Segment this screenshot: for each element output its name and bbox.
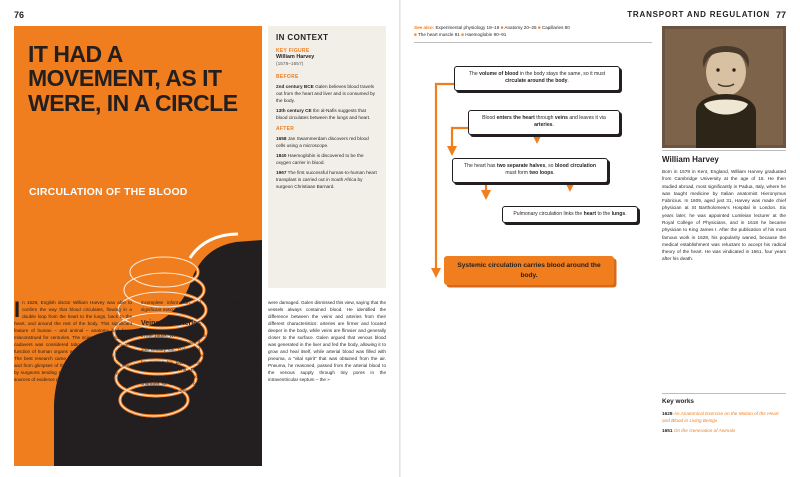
flow-diagram bbox=[406, 44, 656, 294]
body-text-3: were damaged. Galen dismissed this view, saying that the vessels always contained blood. He identified the difference between the veins and arteries from their different characteristics: arteries are firmer and located deeper in the body, while veins are flimsier and generally closer to the surface. Galen argued that venous blood was generated in the liver and fed the body, allowing it to grow and heal itself, while arterial blood was filled with pneuma, a “vital spirit” that was obtained from the air. Pneuma, he reasoned, passed from the arterial blood to the venous supply through tiny pores in the intraventricular septum – the » bbox=[268, 300, 386, 382]
flow-box-4 bbox=[502, 206, 638, 223]
after-label: AFTER bbox=[276, 126, 295, 133]
body-column-1 bbox=[14, 297, 132, 384]
key-work-1-title: An Anatomical Exercise on the Motion of the Heart and Blood in Living Beings bbox=[662, 411, 779, 424]
flow-box-3 bbox=[452, 158, 608, 183]
flow-box-2 bbox=[468, 110, 620, 135]
section-heading-veins-arteries: Veins and arteries bbox=[141, 319, 201, 327]
page-gutter bbox=[399, 0, 401, 477]
after-entry-3-text: The first successful human-to-human heart transplant is carried out in South Africa by surgeon Christiaan Barnard. bbox=[276, 170, 377, 190]
key-figure-biography: Born in 1578 in Kent, England, William Harvey graduated from Cambridge University at the age of 15. He then studied abroad, most significantly in Padua, Italy, where he was taught medicine by Italian anatomist Hieronymus Fabricius. In 1609, aged just 31, Harvey was made chief physician at St Bartholomew’s Hospital in London. Six years later, he was appointed Lumleian lecturer at the Royal College of Physicians, and in 1618 he became physician to King James I. After the publication of his most famous work in 1628, his popularity waned, because the medical establishment was reluctant to accept his radical theory of the heart. He was vindicated in 1661, four years after his death. bbox=[662, 169, 786, 262]
body-column-3 bbox=[268, 300, 386, 384]
see-also-entry-2[interactable]: Anatomy 20–25 bbox=[504, 25, 537, 30]
before-entry-2 bbox=[276, 107, 378, 121]
key-figure-heading: William Harvey bbox=[662, 155, 719, 164]
key-figure-label: KEY FIGURE bbox=[276, 48, 310, 54]
body-text-2: In the 1600s, Western medicine was still largely based on the work of Galen, a Greek doctor working in Rome in the 2nd century CE. Galen had been a gladiators’ surgeon and was able to observe internal human anatomy when he treated his patients for serious injuries they had received in the arena. Early medical thought in ancient Egypt considered the network of vessels in the body to be channels for air; it was believed that blood filled these vessels only when they bbox=[141, 332, 259, 394]
page-title: IT HAD A MOVEMENT, AS IT WERE, IN A CIRCLE bbox=[28, 41, 238, 116]
after-entry-2-date: 1840 bbox=[276, 153, 287, 159]
after-entry-3-date: 1967 bbox=[276, 170, 287, 176]
list-item bbox=[662, 410, 786, 424]
before-label: BEFORE bbox=[276, 73, 299, 80]
divider bbox=[414, 42, 652, 43]
after-entry-3 bbox=[276, 169, 378, 190]
body-text-2-top: incomplete information and, in some cases, led to significant misconceptions. bbox=[141, 300, 259, 312]
flow-box-5-text: Systemic circulation carries blood around the body. bbox=[457, 262, 601, 279]
key-figure-name: William Harvey bbox=[276, 54, 315, 60]
portrait-image bbox=[662, 26, 786, 148]
divider bbox=[662, 150, 786, 151]
flow-box-4-text: Pulmonary circulation links the heart to the lungs. bbox=[513, 211, 627, 217]
before-entry-1-date: 2nd century BCE bbox=[276, 83, 314, 89]
see-also-entry-5[interactable]: Haemoglobin 90–91 bbox=[465, 32, 507, 38]
in-context-box bbox=[268, 26, 386, 288]
see-also-label: See also: bbox=[414, 25, 435, 30]
bullet-icon: ■ bbox=[461, 32, 464, 38]
before-entry-1-text: Galen believes blood travels out from the heart and liver and is consumed by the body. bbox=[276, 83, 376, 103]
after-entry-1-date: 1658 bbox=[276, 136, 287, 142]
key-figure-dates: (1578–1657) bbox=[276, 61, 304, 67]
key-works-heading: Key works bbox=[662, 398, 694, 405]
flow-box-5-conclusion bbox=[444, 256, 614, 285]
after-entry-2 bbox=[276, 152, 378, 166]
page-number-left: 76 bbox=[14, 10, 25, 20]
in-context-title: IN CONTEXT bbox=[276, 33, 329, 42]
flow-box-3-text: The heart has two separate halves, so blood circulation must form two loops. bbox=[464, 163, 596, 177]
running-head: TRANSPORT AND REGULATION bbox=[627, 10, 770, 19]
flow-box-2-text: Blood enters the heart through veins and leaves it via arteries. bbox=[482, 115, 606, 129]
engraved-portrait-illustration bbox=[662, 26, 786, 148]
divider bbox=[662, 393, 786, 394]
see-also-line bbox=[414, 24, 652, 43]
before-entry-1 bbox=[276, 83, 378, 104]
chapter-opener-panel bbox=[14, 26, 262, 466]
after-entry-2-text: Haemoglobin is discovered to be the oxygen carrier in blood. bbox=[276, 153, 364, 166]
bullet-icon: ■ bbox=[414, 32, 417, 38]
page-number-right: 77 bbox=[775, 10, 786, 20]
list-item bbox=[662, 427, 786, 434]
key-works-list bbox=[662, 410, 786, 437]
drop-cap: I bbox=[14, 297, 21, 322]
right-page bbox=[400, 0, 800, 477]
see-also-entry-1[interactable]: Experimental physiology 18–19 bbox=[435, 25, 500, 30]
flow-box-1-text: The volume of blood in the body stays the same, so it must circulate around the body. bbox=[468, 71, 606, 85]
page-subtitle: CIRCULATION OF THE BLOOD bbox=[29, 186, 188, 198]
see-also-entry-3[interactable]: Capillaries 80 bbox=[541, 25, 570, 30]
key-work-1-year: 1628 bbox=[662, 411, 673, 416]
body-column-2 bbox=[141, 300, 259, 395]
key-work-2-title: On the Generation of Animals bbox=[673, 428, 736, 434]
before-entry-2-text: Ibn al-Nafis suggests that blood circulates between the lungs and heart. bbox=[276, 107, 371, 120]
key-work-2-year: 1651 bbox=[662, 428, 673, 434]
bullet-icon: ■ bbox=[500, 25, 504, 30]
flow-box-1 bbox=[454, 66, 620, 91]
after-entry-1 bbox=[276, 135, 378, 149]
see-also-entry-4[interactable]: The heart muscle 81 bbox=[417, 32, 460, 38]
before-entry-2-date: 13th century CE bbox=[276, 107, 312, 113]
after-entry-1-text: Jan Swammerdam discovers red blood cells using a microscope. bbox=[276, 136, 369, 149]
body-text-1: n 1628, English doctor William Harvey was able to confirm the way that blood circulates, flowing in a double loop from the heart to the lungs, back to the heart, and around the rest of the body. This significant feature of human – and animal – anatomy had been misconstrued for centuries. The scientific examination of cadavers was considered taboo, and so the form and function of human organs were something of a mystery. The best research came from the dissection of animals and from glimpses of the interior of the living body seen by surgeons tending to critical wounds. Inevitably, these sources of evidence provided bbox=[14, 300, 132, 382]
bullet-icon: ■ bbox=[537, 25, 541, 30]
